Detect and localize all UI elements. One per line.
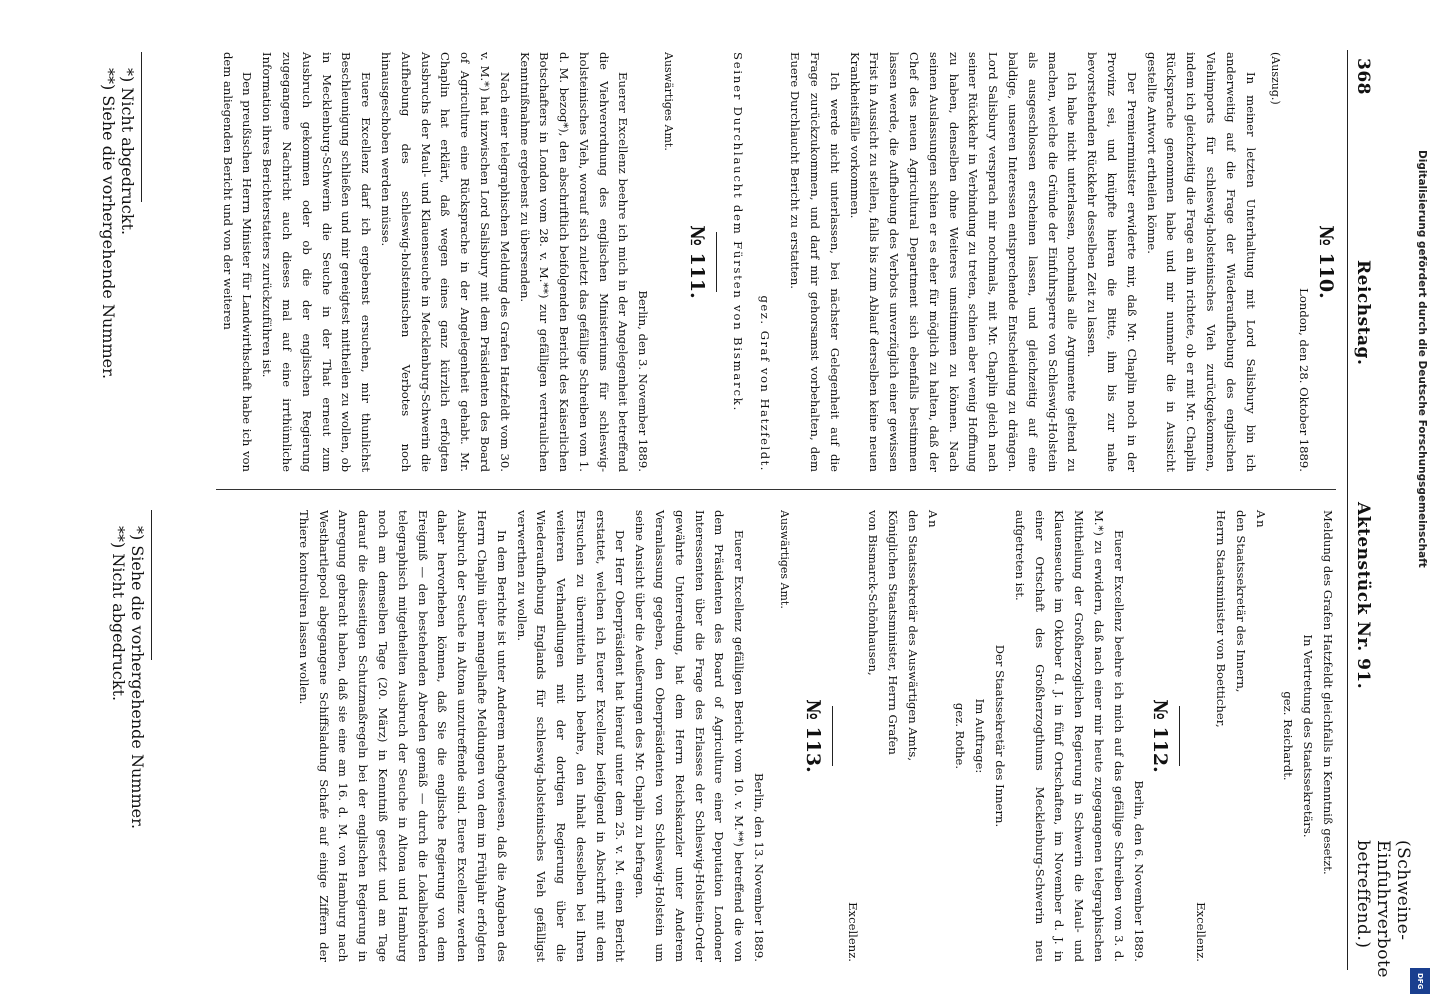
doc-number-110: № 110.: [1315, 225, 1337, 299]
paragraph: Meldung des Grafen Hatzfeldt gleichfalls in Kenntniß gesetzt.: [1321, 510, 1335, 875]
dateline-113: Berlin, den 13. November 1889.: [752, 773, 767, 962]
doc-number-112: № 112.: [1149, 699, 1172, 773]
paragraph: Euerer Excellenz gefälligen Bericht vom 10. v. M.**) betreffend die von dem Präsidenten des Board of Agriculture einer Deputation Londoner Interessenten über die Frage des Erlasses der Schleswig-Holstein-Order gewährte Unterredung, hat dem Herrn Reichskanzler unter Anderem Veranlassung gegeben, den Oberpräsidenten von Schleswig-Holstein um seine Ansicht über die Aeußerungen des Mr. Chaplin zu befragen.: [633, 510, 747, 962]
footnote: *) Siehe die vorhergehende Nummer.: [128, 526, 147, 830]
addressee-line: An: [1253, 510, 1268, 530]
paragraph: Euerer Excellenz beehre ich mich in der Angelegenheit betreffend die Viehverordnung des englischen Ministeriums für schleswig-holsteinisches Vieh, worauf sich zuletzt das gefällige Schreiben vom 1. d. M. bezog*), den abschriftlich beifolgenden Bericht des Kaiserlichen Botschafters in London vom 28. v. M.**) zur gefälligen vertraulichen Kenntnißnahme ergebenst zu übersenden.: [517, 52, 631, 472]
signature-line: In Vertretung des Staatssekretärs.: [1301, 634, 1316, 838]
signature-line: gez. Reichardt.: [1281, 691, 1296, 781]
paragraph: Nach einer telegraphischen Meldung des Grafen Hatzfeldt vom 30. v. M.*) hat inzwischen Lord Salisbury mit dem Präsidenten des Board of Agriculture eine Rücksprache in der Angelegenheit gehabt. Mr. Chaplin hat erklärt, daß wegen eines ganz kürzlich erfolgten Ausbruchs der Maul- und Klauenseuche in Mecklenburg-Schwerin die Aufhebung des schleswig-holsteinischen Verbotes noch hinausgeschoben werden müsse.: [378, 52, 512, 472]
paragraph: Der Premierminister erwiderte mir, daß Mr. Chaplin noch in der Provinz sei, und knüpfte hieran die Bitte, ihm bis zur nahe bevorstehenden Rückkehr desselben Zeit zu lassen.: [1085, 52, 1139, 472]
excerpt-label: (Auszug.): [1269, 52, 1283, 105]
dfg-logo: DFG: [1410, 968, 1430, 994]
footnote: *) Nicht abgedruckt.: [118, 68, 137, 236]
paragraph: In dem Berichte ist unter Anderem nachgewiesen, daß die Angaben des Herrn Chaplin über mangelhafte Meldungen von dem im Frühjahr erfolgten Ausbruch der Seuche in Altona unzutreffende sind. Euere Excellenz werden daher hervorheben können, daß Sie die englische Regierung von dem Ereigniß — den bestehenden Abreden gemäß — durch die Lokalbehörden telegraphisch mitgetheilten Ausbruch der Seuche in Altona und Hamburg noch am demselben Tage (20. März) in Kenntniß gesetzt und am Tage darauf die diesseitigen Schutzmaßregeln bei der englischen Regierung in Anregung gebracht haben, daß sie eine am 16. d. M. von Hamburg nach Westhartlepool abgegangene Schiffsladung Schafe auf einige Ziffern der Thiere kontroliren lassen wollen.: [296, 510, 509, 962]
addressee-line: Königlichen Staatsminister, Herrn Grafen: [886, 510, 901, 755]
footnotes-left: [99, 52, 142, 472]
separator-rule: [716, 232, 717, 292]
page-header: [1347, 50, 1413, 978]
signature-line: Im Auftrage:: [973, 698, 988, 774]
signature-line: Der Staatssekretär des Innern.: [993, 644, 1008, 828]
right-column: [293, 510, 1337, 962]
header-subject: (Schweine-Einfuhrverbote betreffend.): [1353, 840, 1413, 978]
addressee-line: von Bismarck-Schönhausen,: [866, 510, 881, 676]
header-document: Aktenstück Nr. 91.: [1353, 502, 1373, 690]
footnote-rule: [151, 510, 152, 660]
paragraph: Ich werde nicht unterlassen, bei nächster Gelegenheit auf die Frage zurückzukommen, und darf mir gehorsamst vorbehalten, dem Euere Durchlaucht Bericht zu erstatten.: [788, 52, 842, 472]
column-divider: [216, 489, 1336, 490]
header-title: Reichstag.: [1353, 260, 1373, 366]
signature-line: gez. Rothe.: [953, 702, 968, 770]
addressee-line: Excellenz.: [846, 902, 861, 962]
footnote-rule: [141, 52, 142, 202]
left-column: [217, 52, 1337, 472]
doc-number-111: № 111.: [685, 225, 708, 299]
signature-110: gez. Graf von Hatzfeldt.: [758, 295, 773, 472]
office-label-113: Auswärtiges Amt.: [777, 510, 791, 609]
dateline-110: London, den 28. Oktober 1889.: [1297, 288, 1312, 472]
digitization-note-text: Digitalisierung gefördert durch die Deutsche Forschungsgemeinschaft: [1416, 150, 1428, 568]
page-number: 368: [1353, 58, 1373, 95]
paragraph: Den preußischen Herrn Minister für Landwirthschaft habe ich von dem anliegenden Bericht und von der weiteren: [220, 52, 255, 472]
addressee-line: Excellenz.: [1194, 902, 1209, 962]
paragraph: Der Herr Oberpräsident hat hierauf unter dem 25. v. M. einen Bericht erstattet, welchen ich Euerer Excellenz beifolgend in Abschrift mit dem Ersuchen zu übermitteln mich beehre, den Inhalt desselben bei Ihren weiteren Verhandlungen mit der dortigen Regierung über die Wiederaufhebung Englands für schleswig-holsteinisches Vieh gefälligst verwerthen zu wollen.: [514, 510, 628, 962]
dateline-112: Berlin, den 6. November 1889.: [1131, 780, 1146, 962]
dateline-111: Berlin, den 3. November 1889.: [636, 290, 651, 472]
separator-rule: [1179, 706, 1180, 766]
addressee-line: den Staatssekretär des Auswärtigen Amts,: [905, 510, 920, 762]
paragraph: In meiner letzten Unterhaltung mit Lord Salisbury bin ich anderweitig auf die Frage der Wiederaufhebung des englischen Viehimports für schleswig-holsteinisches Vieh zurückgekommen, indem ich gleichzeitig die Frage an ihn richtete, ob er mit Mr. Chaplin Rücksprache genommen habe und mir nunmehr die in Aussicht gestellte Antwort ertheilen könne.: [1144, 52, 1258, 472]
footnote: **) Siehe die vorhergehende Nummer.: [99, 68, 118, 380]
addressee-line: An: [925, 510, 940, 530]
doc-number-113: № 113.: [801, 699, 824, 773]
footnotes-right: [109, 510, 152, 950]
addressee-110: Seiner Durchlaucht dem Fürsten von Bismarck.: [730, 52, 745, 413]
footnote: **) Nicht abgedruckt.: [109, 526, 128, 702]
addressee-line: Herrn Staatsminister von Boetticher,: [1214, 510, 1229, 728]
office-label-111: Auswärtiges Amt.: [662, 52, 676, 151]
digitization-note: [1412, 150, 1428, 970]
separator-rule: [832, 706, 833, 766]
paragraph: Euerer Excellenz beehre ich mich auf das gefällige Schreiben vom 3. d. M.*) zu erwidern, daß nach einer mir heute zugegangenen telegraphischen Mittheilung der Großherzoglichen Regierung in Schwerin die Maul- und Klauenseuche im Oktober d. J. in fünf Ortschaften, im November d. J. in einer Ortschaft des Großherzogthums Mecklenburg-Schwerin neu aufgetreten ist.: [1012, 510, 1126, 962]
paragraph: Euere Excellenz darf ich ergebenst ersuchen, mir thunlichst Beschleunigung schließen und mir geneigtest mittheilen zu wollen, ob in Mecklenburg-Schwerin die Seuche in der That erneut zum Ausbruch gekommen oder ob die der englischen Regierung zugegangene Nachricht auch dieses mal auf eine irrthümliche Information ihres Berichterstatters zurückzuführen ist.: [260, 52, 374, 472]
paragraph: Ich habe nicht unterlassen, nochmals alle Argumente geltend zu machen, welche die Gründe der Einfuhrsperre von Schleswig-Holstein als ausgeschlossen erscheinen lassen, und gleichzeitig auf eine baldige, unseren Interessen entsprechende Entscheidung zu drängen. Lord Salisbury versprach mir nochmals, mit Mr. Chaplin gleich nach seiner Rückkehr in Verbindung zu treten, schien aber wenig Hoffnung zu haben, denselben ohne Weiteres umstimmen zu können. Nach seinen Auslassungen schien er es eher für möglich zu halten, daß der Chef des neuen Agricultural Department sich ebenfalls bestimmen lassen werde, die Aufhebung des Verbots unverzüglich einer gewissen Frist in Aussicht zu stellen, falls bis zum Ablauf derselben keine neuen Krankheitsfälle vorkommen.: [847, 52, 1080, 472]
addressee-line: den Staatssekretär des Innern,: [1233, 510, 1248, 693]
